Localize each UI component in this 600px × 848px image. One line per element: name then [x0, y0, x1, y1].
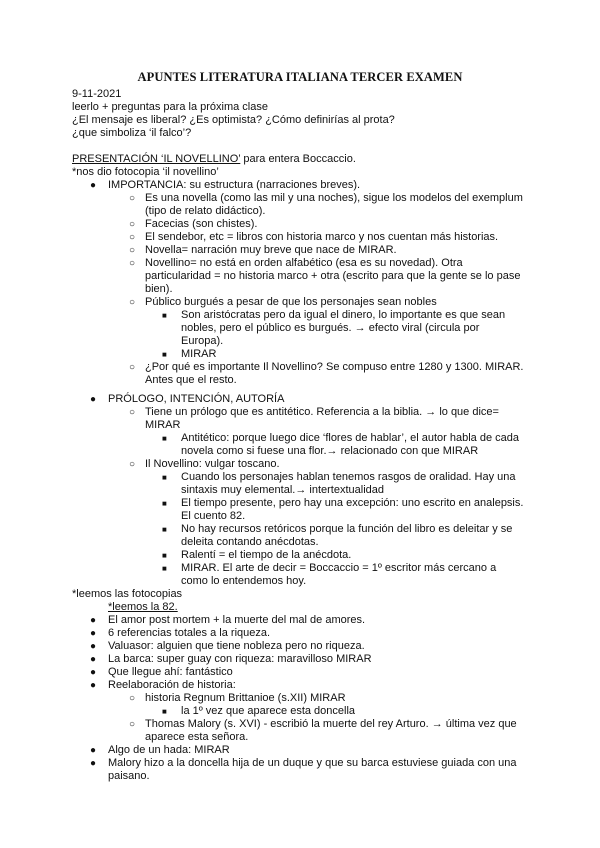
- bullet-level3: ■: [162, 707, 167, 716]
- list-item-continued: particularidad = no historia marco + otra (escrito para que la gente se lo pase: [145, 270, 521, 282]
- presentacion-heading: [72, 153, 356, 166]
- list-item: Son aristócratas pero da igual el dinero, lo importante es que sean: [181, 309, 506, 321]
- fotocopias-subheading: *leemos la 82.: [108, 601, 178, 613]
- list-item: Thomas Malory (s. XVI) - escribió la muerte del rey Arturo. → última vez que: [145, 718, 517, 730]
- list-item-continued: sintaxis muy elemental.→ intertextualidad: [181, 484, 384, 496]
- list-item: El amor post mortem + la muerte del mal de amores.: [108, 614, 366, 626]
- list-item: Antitético: porque luego dice ‘flores de hablar’, el autor habla de cada: [181, 432, 519, 444]
- list-item: 6 referencias totales a la riqueza.: [108, 627, 271, 639]
- presentacion-heading-underlined: PRESENTACIÓN ‘IL NOVELLINO’: [72, 153, 241, 165]
- bullet-level2: ○: [129, 245, 136, 256]
- list-item: Reelaboración de historia:: [108, 679, 236, 691]
- bullet-level2: ○: [129, 693, 136, 704]
- list-item: No hay recursos retóricos porque la función del libro es deleitar y se: [181, 523, 513, 535]
- bullet-level1: ●: [90, 628, 97, 639]
- list-item-continued: Antes que el resto.: [145, 374, 237, 386]
- bullet-level2: ○: [129, 459, 136, 470]
- bullet-level3: ■: [162, 350, 167, 359]
- fotocopias-heading: *leemos las fotocopias: [72, 588, 183, 600]
- intro-line: leerlo + preguntas para la próxima clase: [72, 101, 268, 113]
- list-item: Valuasor: alguien que tiene nobleza pero no riqueza.: [108, 640, 365, 652]
- list-item-continued: como lo entendemos hoy.: [181, 575, 307, 587]
- bullet-level1: ●: [90, 394, 97, 405]
- bullet-level1: ●: [90, 641, 97, 652]
- bullet-level2: ○: [129, 232, 136, 243]
- list-item: Público burgués a pesar de que los personajes sean nobles: [145, 296, 437, 308]
- bullet-level3: ■: [162, 499, 167, 508]
- bullet-level1: ●: [90, 180, 97, 191]
- list-item: Cuando los personajes hablan tenemos rasgos de oralidad. Hay una: [181, 471, 516, 483]
- bullet-level3: ■: [162, 551, 167, 560]
- intro-questions: ¿El mensaje es liberal? ¿Es optimista? ¿Cómo definirías al prota?: [72, 114, 395, 126]
- list-item: la 1º vez que aparece esta doncella: [181, 705, 356, 717]
- list-item: Ralentí = el tiempo de la anécdota.: [181, 549, 352, 561]
- list-item-continued: El cuento 82.: [181, 510, 246, 522]
- presentacion-note: *nos dio fotocopia ‘il novellino’: [72, 166, 219, 178]
- bullet-level2: ○: [129, 407, 136, 418]
- presentacion-heading-rest: para entera Boccaccio.: [240, 153, 356, 165]
- list-item: Es una novella (como las mil y una noches), sigue los modelos del exemplum: [145, 192, 523, 204]
- list-item-continued: MIRAR: [145, 419, 181, 431]
- date-line: 9-11-2021: [72, 88, 122, 100]
- bullet-level2: ○: [129, 193, 136, 204]
- prologo-heading: PRÓLOGO, INTENCIÓN, AUTORÍA: [108, 393, 285, 405]
- bullet-level2: ○: [129, 219, 136, 230]
- list-item: Novella= narración muy breve que nace de MIRAR.: [145, 244, 397, 256]
- bullet-level2: ○: [129, 258, 136, 269]
- list-item: El sendebor, etc = libros con historia marco y nos cuentan más historias.: [145, 231, 499, 243]
- bullet-level1: ●: [90, 615, 97, 626]
- list-item-continued: nobles, pero el público es burgués. → efecto viral (circula por: [181, 322, 480, 334]
- bullet-level1: ●: [90, 680, 97, 691]
- list-item: Algo de un hada: MIRAR: [108, 744, 230, 756]
- list-item-continued: novela como si fuese una flor.→ relacionado con que MIRAR: [181, 445, 479, 457]
- bullet-level3: ■: [162, 311, 167, 320]
- list-item-continued: aparece esta señora.: [145, 731, 249, 743]
- bullet-level3: ■: [162, 525, 167, 534]
- list-item: ¿Por qué es importante Il Novellino? Se compuso entre 1280 y 1300. MIRAR.: [145, 361, 524, 373]
- bullet-level1: ●: [90, 654, 97, 665]
- bullet-level3: ■: [162, 564, 167, 573]
- document-title: APUNTES LITERATURA ITALIANA TERCER EXAMEN: [137, 70, 463, 84]
- list-item: Novellino= no está en orden alfabético (esa es su novedad). Otra: [145, 257, 463, 269]
- intro-question-falco: ¿que simboliza ‘il falco’?: [72, 127, 192, 139]
- list-item: La barca: super guay con riqueza: maravilloso MIRAR: [108, 653, 372, 665]
- bullet-level1: ●: [90, 667, 97, 678]
- list-item-continued: (tipo de relato didáctico).: [145, 205, 266, 217]
- bullet-level3: ■: [162, 434, 167, 443]
- list-item: MIRAR. El arte de decir = Boccaccio = 1º escritor más cercano a: [181, 562, 497, 574]
- list-item-continued: bien).: [145, 283, 173, 295]
- list-item: MIRAR: [181, 348, 217, 360]
- list-item: Facecias (son chistes).: [145, 218, 258, 230]
- importancia-item: IMPORTANCIA: su estructura (narraciones breves).: [108, 179, 361, 191]
- bullet-level2: ○: [129, 719, 136, 730]
- list-item: Tiene un prólogo que es antitético. Referencia a la biblia. → lo que dice=: [145, 406, 499, 418]
- list-item-continued: paisano.: [108, 770, 150, 782]
- list-item: historia Regnum Brittanioe (s.XII) MIRAR: [145, 692, 346, 704]
- bullet-level2: ○: [129, 362, 136, 373]
- bullet-level1: ●: [90, 758, 97, 769]
- list-item: Il Novellino: vulgar toscano.: [145, 458, 280, 470]
- bullet-level1: ●: [90, 745, 97, 756]
- bullet-level2: ○: [129, 297, 136, 308]
- list-item-continued: Europa).: [181, 335, 224, 347]
- bullet-level3: ■: [162, 473, 167, 482]
- list-item: El tiempo presente, pero hay una excepción: uno escrito en analepsis.: [181, 497, 524, 509]
- list-item: Malory hizo a la doncella hija de un duque y que su barca estuviese guiada con una: [108, 757, 517, 769]
- list-item: Que llegue ahí: fantástico: [108, 666, 233, 678]
- list-item-continued: deleita contando anécdotas.: [181, 536, 319, 548]
